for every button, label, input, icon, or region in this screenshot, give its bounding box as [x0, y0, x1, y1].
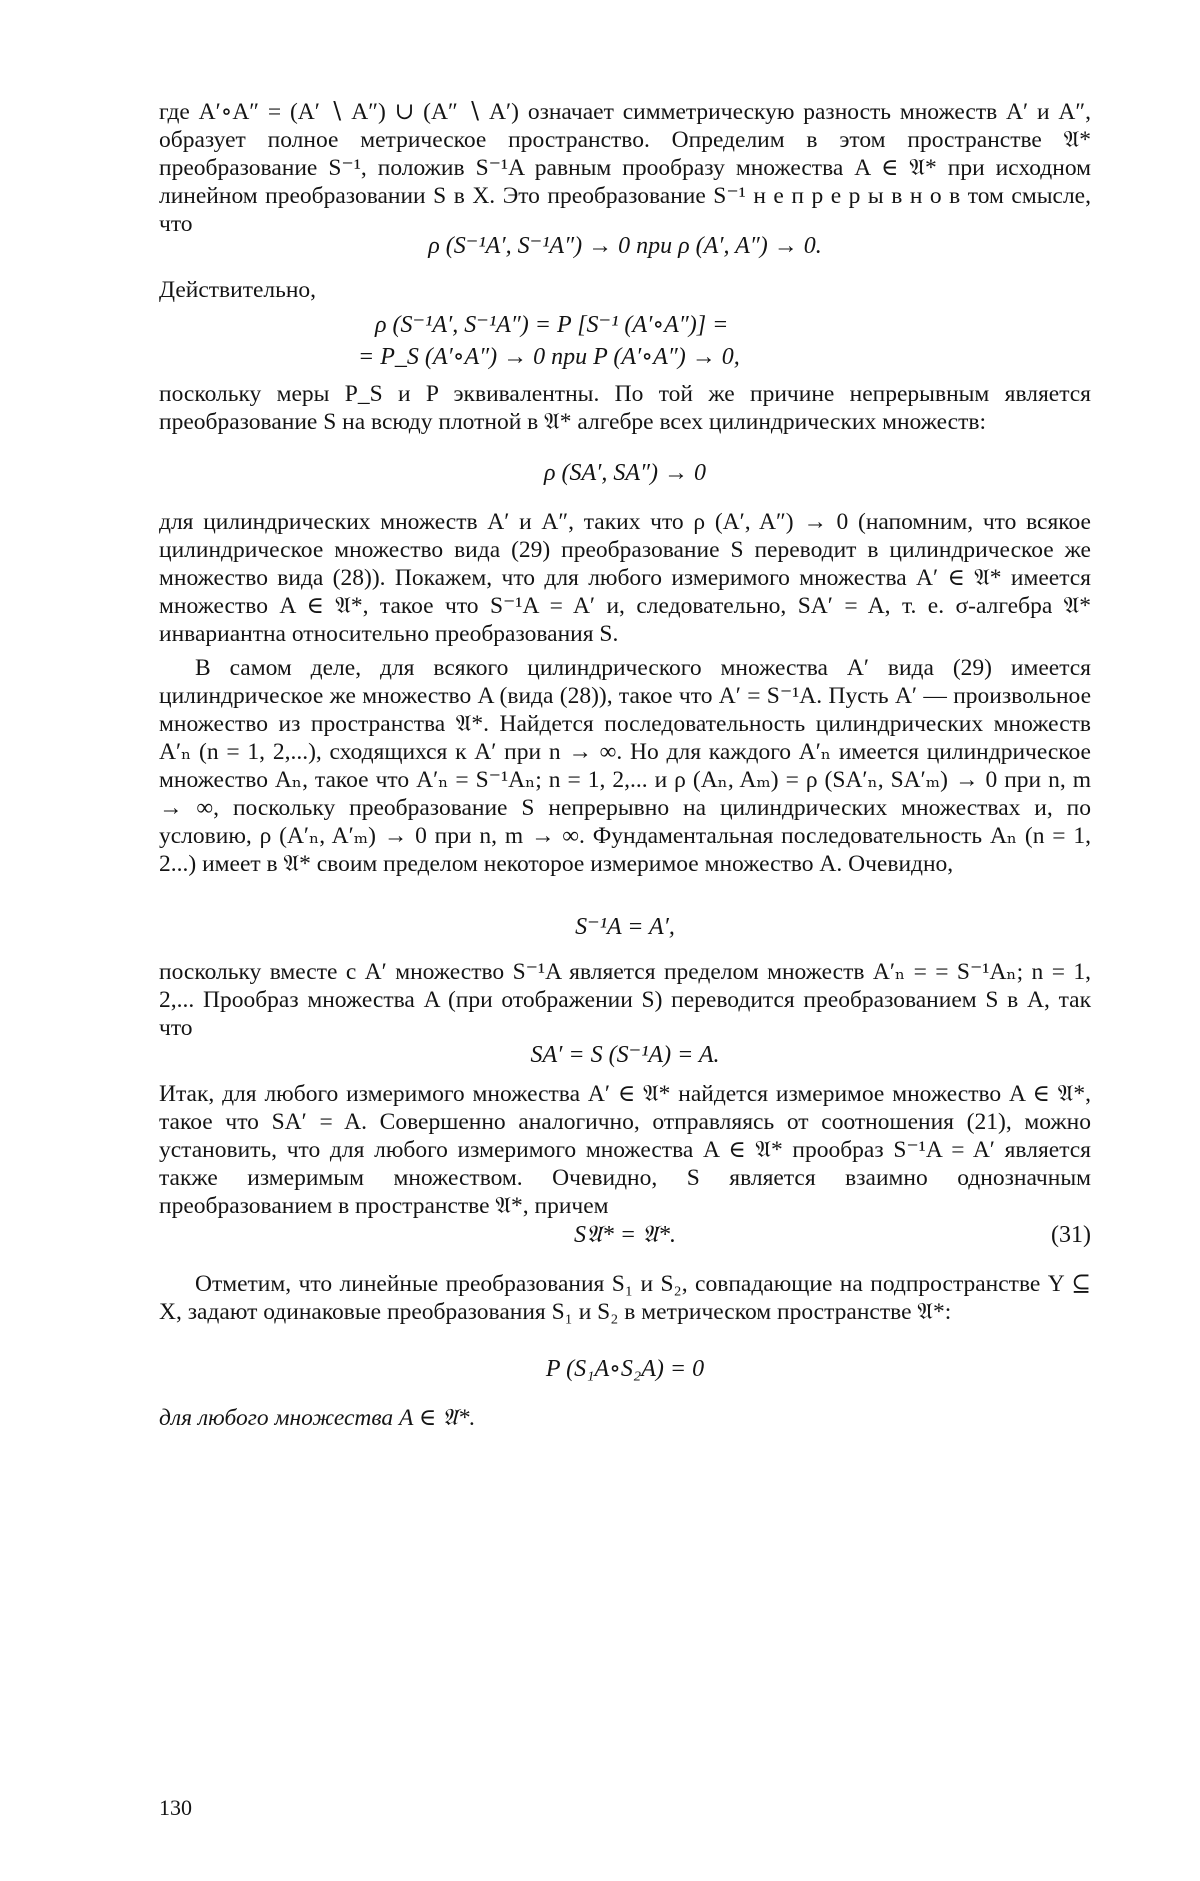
formula-31-body: S𝔄* = 𝔄*.: [573, 1222, 677, 1248]
paragraph-proof: [159, 654, 1091, 878]
text-para2: Действительно,: [159, 277, 317, 303]
paragraph-conclusion: [159, 1080, 1091, 1220]
paragraph-equivalent-measures: [159, 380, 1091, 436]
formula-rho-line1: ρ (S⁻¹A′, S⁻¹A″) = P [S⁻¹ (A′∘A″)] =: [375, 312, 729, 338]
text-para5: В самом деле, для всякого цилиндрического множества A′ вида (29) имеется цилиндрическое же множество A (вида (28)), такое что A′ = S⁻¹A. Пусть A′ — произвольное множество из пространства 𝔄*. Найдется последовательность цилиндрических множеств A′ₙ (n = 1, 2,...), сходящихся к A′ при n → ∞. Но для каждого A′ₙ имеется цилиндрическое множество Aₙ, такое что A′ₙ = S⁻¹Aₙ; n = 1, 2,... и ρ (Aₙ, Aₘ) = ρ (SA′ₙ, SA′ₘ) → 0 при n, m → ∞, поскольку преобразование S непрерывно на цилиндрических множествах и, по условию, ρ (A′ₙ, A′ₘ) → 0 при n, m → ∞. Фундаментальная последовательность Aₙ (n = 1, 2...) имеет в 𝔄* своим пределом некоторое измеримое множество A. Очевидно,: [159, 655, 1091, 877]
formula-image: SA′ = S (S⁻¹A) = A.: [530, 1042, 720, 1068]
formula-measure-zero: P (S₁A∘S₂A) = 0: [545, 1356, 705, 1382]
paragraph-limit: [159, 958, 1091, 1042]
formula-preimage: S⁻¹A = A′,: [575, 914, 675, 940]
equation-number: (31): [1051, 1222, 1091, 1248]
formula-continuity: ρ (S⁻¹A′, S⁻¹A″) → 0 при ρ (A′, A″) → 0.: [428, 233, 822, 259]
formula-rho-line2: = P_S (A′∘A″) → 0 при P (A′∘A″) → 0,: [358, 344, 740, 370]
text-para8: Отметим, что линейные преобразования S₁ и S₂, совпадающие на подпространстве Y ⊆ X, задают одинаковые преобразования S₁ и S₂ в метрическом пространстве 𝔄*:: [159, 1271, 1091, 1325]
text-para7: Итак, для любого измеримого множества A′ ∈ 𝔄* найдется измеримое множество A ∈ 𝔄*, такое что SA′ = A. Совершенно аналогично, отправляясь от соотношения (21), можно установить, что для любого измеримого множества A ∈ 𝔄* прообраз S⁻¹A = A′ является также измеримым множеством. Очевидно, S является взаимно однозначным преобразованием в пространстве 𝔄*, причем: [159, 1081, 1091, 1219]
page-number: 130: [159, 1795, 192, 1820]
text-para6: поскольку вместе с A′ множество S⁻¹A является пределом множеств A′ₙ = = S⁻¹Aₙ; n = 1, 2,... Прообраз множества A (при отображении S) переводится преобразованием S в A, так что: [159, 959, 1091, 1041]
text-para1: где A′∘A″ = (A′ ∖ A″) ∪ (A″ ∖ A′) означает симметрическую разность множеств A′ и A″, образует полное метрическое пространство. Определим в этом пространстве 𝔄* преобразование S⁻¹, положив S⁻¹A равным прообразу множества A ∈ 𝔄* при исходном линейном преобразовании S в X. Это преобразование S⁻¹ н е п р е р ы в н о в том смысле, что: [159, 99, 1091, 237]
formula-cylinder-continuity: ρ (SA′, SA″) → 0: [543, 460, 707, 486]
paragraph-symmetric-difference: [159, 98, 1091, 238]
text-para4: для цилиндрических множеств A′ и A″, таких что ρ (A′, A″) → 0 (напомним, что всякое цилиндрическое множество вида (29) преобразование S переводит в цилиндрическое же множество вида (28)). Покажем, что для любого измеримого множества A′ ∈ 𝔄* имеется множество A ∈ 𝔄*, такое что S⁻¹A = A′ и, следовательно, SA′ = A, т. е. σ-алгебра 𝔄* инвариантна относительно преобразования S.: [159, 509, 1091, 647]
text-para3: поскольку меры P_S и P эквивалентны. По той же причине непрерывным является преобразование S на всюду плотной в 𝔄* алгебре всех цилиндрических множеств:: [159, 381, 1091, 435]
paragraph-for-any-set: [159, 1404, 1091, 1432]
paragraph-cylindrical-sets: [159, 508, 1091, 648]
paragraph-linear-transformations: [159, 1270, 1091, 1326]
text-para9: для любого множества A ∈ 𝔄*.: [159, 1405, 476, 1431]
paragraph-indeed: [159, 276, 1091, 304]
formula-31: [159, 1220, 1091, 1250]
